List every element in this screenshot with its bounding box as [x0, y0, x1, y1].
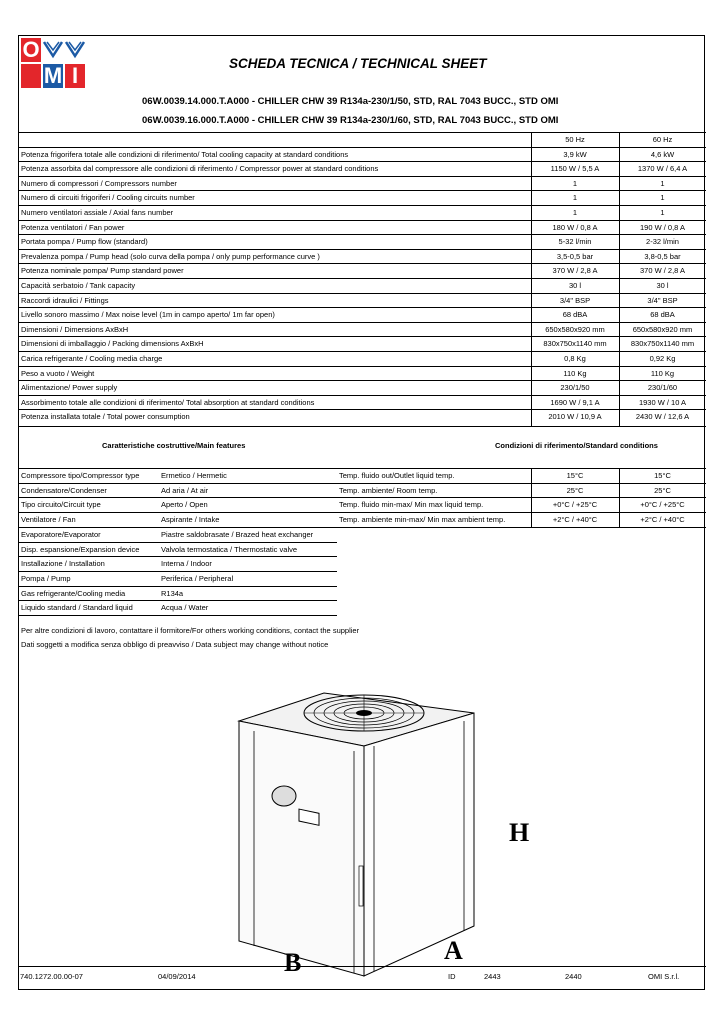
spec-header-row [19, 132, 706, 147]
logo-mark-2-icon [65, 38, 85, 62]
spec-row [19, 395, 706, 410]
spec-row [19, 278, 706, 293]
spec-value-50hz: 650x580x920 mm [545, 324, 605, 334]
spec-label: Portata pompa / Pump flow (standard) [21, 237, 148, 247]
spec-value-60hz: 110 Kg [650, 368, 675, 378]
spec-row [19, 351, 706, 366]
condition-value-50hz: 25°C [566, 485, 584, 495]
spec-row [19, 147, 706, 162]
feature-label: Condensatore/Condenser [21, 485, 107, 495]
document-code: 740.1272.00.00-07 [20, 972, 83, 981]
dimension-label-b: B [284, 948, 302, 977]
feature-row [19, 527, 337, 542]
spec-label: Numero ventilatori assiale / Axial fans number [21, 208, 174, 217]
feature-row [19, 512, 337, 527]
document-page [18, 35, 705, 990]
spec-label: Potenza ventilatori / Fan power [21, 222, 125, 232]
spec-label: Peso a vuoto / Weight [21, 368, 95, 378]
model-line-2: 06W.0039.16.000.T.A000 - CHILLER CHW 39 R134a-230/1/60, STD, RAL 7043 BUCC., STD OMI [142, 115, 559, 126]
condition-value-60hz: +0°C / +25°C [640, 500, 685, 510]
id-label: ID [448, 972, 456, 981]
spec-value-50hz: 3,9 kW [563, 149, 587, 159]
condition-label: Temp. ambiente/ Room temp. [339, 485, 438, 495]
spec-value-50hz: 830x750x1140 mm [543, 339, 607, 349]
spec-row [19, 220, 706, 235]
feature-row [19, 497, 337, 512]
spec-value-50hz: 68 dBA [562, 310, 588, 320]
spec-value-50hz: 180 W / 0,8 A [552, 222, 598, 232]
feature-value: Piastre saldobrasate / Brazed heat exchanger [161, 529, 314, 539]
feature-label: Pompa / Pump [21, 573, 71, 583]
feature-value: Valvola termostatica / Thermostatic valve [161, 544, 298, 554]
spec-value-60hz: 830x750x1140 mm [630, 339, 695, 349]
condition-row [337, 468, 706, 483]
spec-value-50hz: 2010 W / 10,9 A [548, 412, 602, 422]
condition-row [337, 497, 706, 512]
spec-value-60hz: 2-32 l/min [646, 237, 679, 247]
feature-label: Tipo circuito/Circuit type [21, 500, 101, 510]
spec-row [19, 263, 706, 278]
spec-value-60hz: 370 W / 2,8 A [639, 266, 686, 276]
feature-row [19, 468, 337, 483]
note-line-2: Dati soggetti a modifica senza obbligo di preavviso / Data subject may change without notice [21, 640, 329, 649]
spec-label: Potenza assorbita dal compressore alle condizioni di riferimento / Compressor power at standard conditions [21, 164, 379, 174]
features-bottom-rule [19, 615, 337, 616]
feature-row [19, 586, 337, 601]
spec-value-50hz: 1 [572, 193, 578, 203]
feature-value: Aperto / Open [161, 500, 208, 510]
feature-label: Compressore tipo/Compressor type [21, 471, 140, 480]
spec-value-60hz: 1 [660, 208, 665, 217]
spec-label: Prevalenza pompa / Pump head (solo curva della pompa / only pump performance curve ) [21, 251, 320, 261]
feature-value: R134a [161, 588, 184, 598]
spec-bottom-rule [19, 426, 706, 427]
feature-row [19, 556, 337, 571]
feature-label: Gas refrigerante/Cooling media [21, 588, 126, 598]
feature-label: Ventilatore / Fan [21, 515, 76, 525]
footer-rule [19, 966, 706, 967]
condition-row [337, 483, 706, 498]
feature-label: Installazione / Installation [21, 559, 105, 569]
spec-value-50hz: 1150 W / 5,5 A [550, 164, 600, 174]
omi-logo [21, 38, 89, 94]
spec-label: Numero di compressori / Compressors number [21, 178, 177, 188]
logo-mark-icon [43, 38, 63, 62]
spec-value-50hz: 230/1/50 [560, 383, 590, 393]
spec-label: Dimensioni / Dimensions AxBxH [21, 324, 129, 334]
feature-label: Evaporatore/Evaporator [21, 529, 101, 539]
spec-value-50hz: 5-32 l/min [558, 237, 592, 247]
spec-value-50hz: 3,5-0,5 bar [556, 251, 594, 261]
spec-label: Alimentazione/ Power supply [21, 383, 118, 393]
condition-value-50hz: 15°C [566, 471, 584, 480]
feature-value: Periferica / Peripheral [161, 573, 234, 583]
chiller-drawing [214, 691, 534, 986]
feature-row [19, 600, 337, 615]
note-line-1: Per altre condizioni di lavoro, contattare il formitore/For others working conditions, contact the supplier [21, 626, 360, 635]
spec-row [19, 293, 706, 308]
condition-value-50hz: +2°C / +40°C [552, 515, 598, 525]
feature-value: Ermetico / Hermetic [161, 471, 227, 480]
spec-value-50hz: 0,8 Kg [564, 354, 586, 363]
spec-value-60hz: 650x580x920 mm [632, 324, 693, 334]
condition-value-50hz: +0°C / +25°C [552, 500, 598, 510]
feature-label: Disp. espansione/Expansion device [21, 544, 140, 554]
spec-label: Assorbimento totale alle condizioni di riferimento/ Total absorption at standard conditions [21, 397, 315, 407]
spec-row [19, 336, 706, 351]
spec-row [19, 380, 706, 395]
spec-label: Livello sonoro massimo / Max noise level (1m in campo aperto/ 1m far open) [21, 310, 275, 320]
document-date: 04/09/2014 [158, 972, 196, 981]
spec-row [19, 322, 706, 337]
spec-label: Potenza installata totale / Total power consumption [21, 412, 190, 422]
feature-value: Ad aria / At air [161, 485, 209, 495]
spec-label: Capacità serbatoio / Tank capacity [21, 281, 136, 290]
logo-letter-m: M [43, 63, 63, 88]
col-60hz: 60 Hz [652, 135, 673, 144]
condition-label: Temp. ambiente min-max/ Min max ambient temp. [339, 515, 506, 525]
feature-row [19, 542, 337, 557]
spec-value-60hz: 1930 W / 10 A [638, 397, 687, 407]
col-50hz: 50 Hz [565, 135, 585, 144]
condition-label: Temp. fluido out/Outlet liquid temp. [339, 471, 455, 480]
spec-value-60hz: 68 dBA [650, 310, 675, 320]
condition-row [337, 512, 706, 527]
spec-label: Carica refrigerante / Cooling media charge [21, 354, 163, 363]
feature-value: Aspirante / Intake [161, 515, 220, 525]
dimension-label-a: A [444, 936, 463, 965]
spec-label: Potenza nominale pompa/ Pump standard power [21, 266, 184, 276]
spec-divider [531, 132, 532, 426]
spec-value-60hz: 3,8-0,5 bar [644, 251, 681, 261]
company-name: OMI S.r.l. [648, 972, 680, 981]
spec-value-50hz: 3/4" BSP [559, 295, 591, 305]
spec-value-50hz: 370 W / 2,8 A [552, 266, 598, 276]
feature-value: Acqua / Water [161, 603, 209, 613]
spec-value-50hz: 1 [572, 178, 578, 188]
spec-row [19, 161, 706, 176]
spec-value-50hz: 1 [572, 208, 578, 217]
conditions-heading: Condizioni di riferimento/Standard conditions [495, 441, 658, 450]
logo-letter-i: I [65, 64, 85, 88]
model-line-1: 06W.0039.14.000.T.A000 - CHILLER CHW 39 R134a-230/1/50, STD, RAL 7043 BUCC., STD OMI [142, 96, 559, 107]
spec-divider [619, 132, 620, 426]
spec-row [19, 307, 706, 322]
spec-label: Numero di circuiti frigoriferi / Cooling circuits number [21, 193, 195, 203]
id-value-1: 2443 [484, 972, 501, 981]
feature-row [19, 483, 337, 498]
spec-row [19, 176, 706, 191]
fan-guard-icon [304, 695, 424, 731]
spec-value-60hz: 30 l [656, 281, 669, 290]
spec-value-60hz: 4,6 kW [650, 149, 675, 159]
logo-letter-o: O [22, 37, 40, 62]
spec-value-50hz: 110 Kg [563, 368, 587, 378]
spec-value-60hz: 190 W / 0,8 A [639, 222, 686, 232]
spec-row [19, 234, 706, 249]
spec-value-60hz: 230/1/60 [647, 383, 678, 393]
spec-label: Dimensioni di imballaggio / Packing dimensions AxBxH [21, 339, 204, 349]
spec-value-60hz: 3/4" BSP [647, 295, 678, 305]
spec-label: Raccordi idraulici / Fittings [21, 295, 109, 305]
spec-value-60hz: 0,92 Kg [649, 354, 676, 363]
spec-row [19, 366, 706, 381]
feature-row [19, 571, 337, 586]
spec-label: Potenza frigorifera totale alle condizioni di riferimento/ Total cooling capacity at standard conditions [21, 149, 349, 159]
conditions-divider [531, 468, 532, 527]
condition-label: Temp. fluido min-max/ Min max liquid temp. [339, 500, 484, 510]
spec-row [19, 409, 706, 424]
spec-row [19, 249, 706, 264]
spec-value-60hz: 2430 W / 12,6 A [635, 412, 690, 422]
logo-red-block [21, 64, 41, 88]
spec-row [19, 190, 706, 205]
dimension-label-h: H [509, 818, 530, 847]
spec-row [19, 205, 706, 220]
id-value-2: 2440 [565, 972, 582, 981]
spec-value-50hz: 30 l [568, 281, 582, 290]
feature-label: Liquido standard / Standard liquid [21, 603, 133, 613]
condition-value-60hz: 15°C [654, 471, 671, 480]
condition-value-60hz: +2°C / +40°C [640, 515, 685, 525]
features-heading: Caratteristiche costruttive/Main features [102, 441, 246, 450]
feature-value: Interna / Indoor [161, 559, 212, 569]
spec-value-60hz: 1370 W / 6,4 A [637, 164, 688, 174]
spec-value-60hz: 1 [660, 193, 665, 203]
conditions-divider [619, 468, 620, 527]
spec-value-50hz: 1690 W / 9,1 A [550, 397, 600, 407]
conditions-bottom-rule [337, 527, 706, 528]
condition-value-60hz: 25°C [654, 485, 671, 495]
spec-value-60hz: 1 [660, 178, 665, 188]
page-title: SCHEDA TECNICA / TECHNICAL SHEET [229, 56, 487, 71]
